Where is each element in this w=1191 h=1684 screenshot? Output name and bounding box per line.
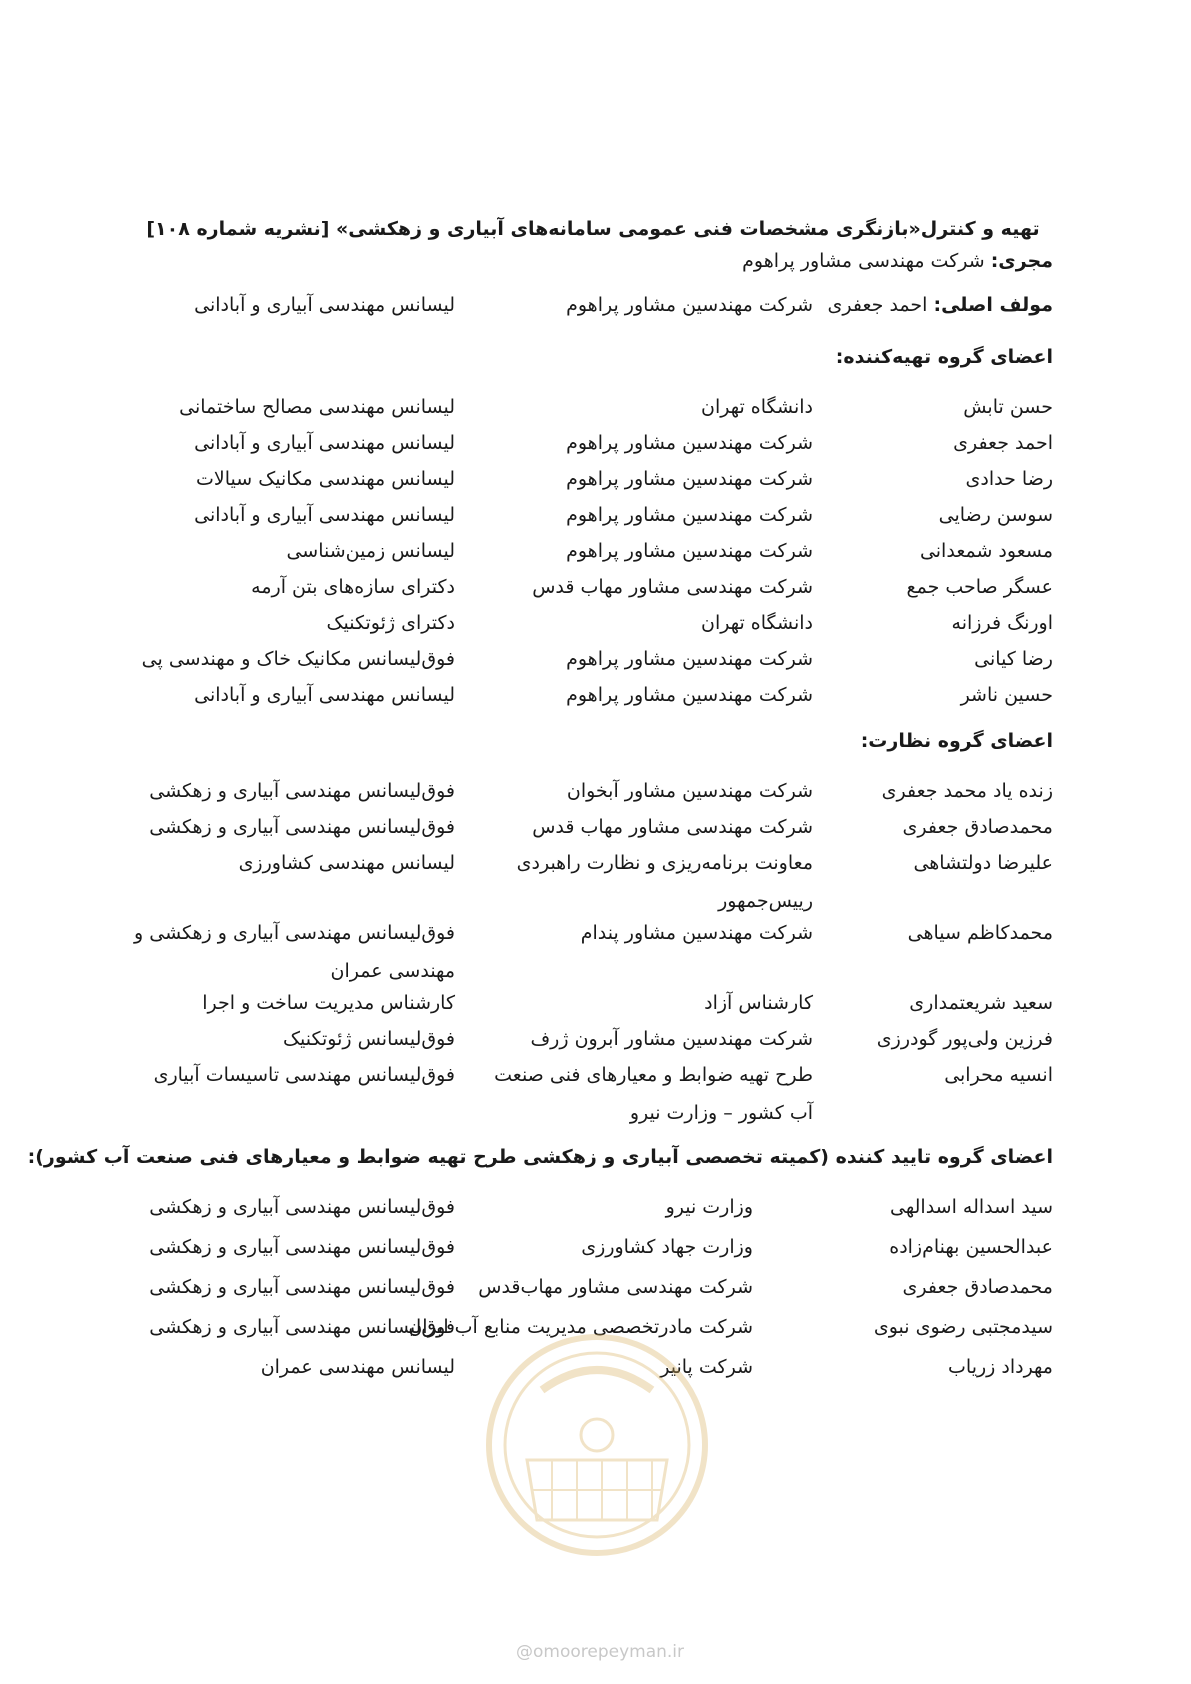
member-name: محمدکاظم سیاهی (907, 922, 1053, 944)
member-name: اورنگ فرزانه (951, 612, 1053, 634)
member-degree: فوق‌لیسانس مهندسی آبیاری و زهکشی (149, 1236, 455, 1258)
seal-stamp-icon (482, 1330, 712, 1560)
member-org: شرکت مهندسین مشاور پراهوم (566, 648, 813, 670)
member-degree: فوق‌لیسانس ژئوتکنیک (283, 1028, 455, 1050)
member-row (0, 496, 1191, 534)
member-name: عبدالحسین بهنام‌زاده (889, 1236, 1053, 1258)
executor-label: مجری: (990, 250, 1053, 272)
member-name: احمد جعفری (953, 432, 1053, 454)
member-name: سوسن رضایی (938, 504, 1053, 526)
member-name: مسعود شمعدانی (919, 540, 1053, 562)
member-name: حسن تابش (963, 396, 1053, 418)
member-org: شرکت مهندسین مشاور پراهوم (566, 540, 813, 562)
member-row (0, 1228, 1191, 1266)
member-name: سعید شریعتمداری (909, 992, 1053, 1014)
member-degree: لیسانس مهندسی مکانیک سیالات (196, 468, 455, 490)
member-org: شرکت مهندسین مشاور آبرون ژرف (530, 1028, 813, 1050)
executor-line (742, 250, 1053, 272)
member-degree: لیسانس مهندسی عمران (260, 1356, 455, 1378)
approval-group-heading: اعضای گروه تایید کننده (کمیته تخصصی آبیاری و زهکشی طرح تهیه ضوابط و معیارهای فنی صنعت آب کشور): (27, 1146, 1053, 1168)
member-name: فرزین ولی‌پور گودرزی (876, 1028, 1053, 1050)
member-degree: فوق‌لیسانس مهندسی آبیاری و زهکشی (149, 780, 455, 802)
member-degree: لیسانس مهندسی مصالح ساختمانی (179, 396, 455, 418)
member-row (0, 604, 1191, 642)
member-name: محمدصادق جعفری (902, 816, 1053, 838)
member-org: دانشگاه تهران (700, 612, 813, 634)
member-row (0, 424, 1191, 462)
member-degree: فوق‌لیسانس مکانیک خاک و مهندسی پی (141, 648, 455, 670)
member-degree: لیسانس مهندسی آبیاری و آبادانی (194, 684, 455, 706)
member-row (0, 532, 1191, 570)
author-degree: لیسانس مهندسی آبیاری و آبادانی (194, 294, 455, 316)
member-org: شرکت مهندسین مشاور پراهوم (566, 684, 813, 706)
member-row (0, 568, 1191, 606)
member-degree: فوق‌لیسانس مهندسی آبیاری و زهکشی (149, 1316, 455, 1338)
member-degree: فوق‌لیسانس مهندسی تاسیسات آبیاری (153, 1064, 455, 1086)
member-degree: فوق‌لیسانس مهندسی آبیاری و زهکشی (149, 1276, 455, 1298)
member-name: عسگر صاحب جمع (906, 576, 1053, 598)
supervision-group-heading: اعضای گروه نظارت: (860, 730, 1053, 752)
member-row (0, 984, 1191, 1022)
member-name: محمدصادق جعفری (902, 1276, 1053, 1298)
member-org: شرکت مهندسین مشاور پندام (580, 922, 813, 944)
member-org: شرکت مهندسی مشاور مهاب قدس (532, 816, 813, 838)
member-name: حسین ناشر (960, 684, 1053, 706)
member-org: شرکت پانیر (660, 1356, 753, 1378)
author-name: احمد جعفری (827, 294, 928, 316)
member-degree: دکترای سازه‌های بتن آرمه (251, 576, 455, 598)
member-row (0, 914, 1191, 988)
member-org: معاونت برنامه‌ریزی و نظارت راهبردی رییس‌جمهور (516, 852, 813, 912)
member-org: شرکت مهندسین مشاور آبخوان (566, 780, 813, 802)
prep-group-heading: اعضای گروه تهیه‌کننده: (835, 346, 1053, 368)
member-degree: فوق‌لیسانس مهندسی آبیاری و زهکشی (149, 816, 455, 838)
member-row (0, 1020, 1191, 1058)
author-name-cell (828, 286, 1053, 324)
author-label: مولف اصلی: (933, 294, 1053, 316)
member-org: شرکت مادرتخصصی مدیریت منابع آب ایران (408, 1316, 753, 1338)
member-degree: دکترای ژئوتکنیک (326, 612, 455, 634)
member-degree: لیسانس مهندسی آبیاری و آبادانی (194, 432, 455, 454)
member-name: مهرداد زریاب (948, 1356, 1053, 1378)
member-degree: لیسانس مهندسی آبیاری و آبادانی (194, 504, 455, 526)
executor-value: شرکت مهندسی مشاور پراهوم (742, 250, 985, 272)
author-row (0, 286, 1191, 324)
member-row (0, 676, 1191, 714)
member-row (0, 1188, 1191, 1226)
member-name: زنده یاد محمد جعفری (881, 780, 1053, 802)
member-org: کارشناس آزاد (704, 992, 813, 1014)
author-org: شرکت مهندسین مشاور پراهوم (566, 294, 813, 316)
member-name: رضا حدادی (965, 468, 1053, 490)
member-row (0, 460, 1191, 498)
member-degree: فوق‌لیسانس مهندسی آبیاری و زهکشی و مهندسی عمران (134, 922, 455, 982)
member-degree: فوق‌لیسانس مهندسی آبیاری و زهکشی (149, 1196, 455, 1218)
member-name: سیدمجتبی رضوی نبوی (873, 1316, 1053, 1338)
member-row (0, 388, 1191, 426)
member-org: شرکت مهندسی مشاور مهاب‌قدس (478, 1276, 753, 1298)
member-name: رضا کیانی (974, 648, 1053, 670)
member-org: شرکت مهندسی مشاور مهاب قدس (532, 576, 813, 598)
watermark-text: @omoorepeyman.ir (515, 1642, 685, 1662)
member-org: طرح تهیه ضوابط و معیارهای فنی صنعت آب کشور – وزارت نیرو (494, 1064, 813, 1124)
document-title: تهیه و کنترل«بازنگری مشخصات فنی عمومی سامانه‌های آبیاری و زهکشی» [نشریه شماره ۱۰۸] (146, 218, 1040, 240)
member-name: سید اسداله اسدالهی (890, 1196, 1053, 1218)
member-name: علیرضا دولتشاهی (913, 852, 1053, 874)
member-degree: لیسانس مهندسی کشاورزی (238, 852, 455, 874)
member-row (0, 1268, 1191, 1306)
member-row (0, 772, 1191, 810)
member-org: شرکت مهندسین مشاور پراهوم (566, 504, 813, 526)
member-degree: کارشناس مدیریت ساخت و اجرا (202, 992, 455, 1014)
member-name: انسیه محرابی (944, 1064, 1053, 1086)
member-row (0, 640, 1191, 678)
member-org: شرکت مهندسین مشاور پراهوم (566, 468, 813, 490)
member-org: وزارت جهاد کشاورزی (581, 1236, 753, 1258)
member-row (0, 808, 1191, 846)
member-org: شرکت مهندسین مشاور پراهوم (566, 432, 813, 454)
member-degree: لیسانس زمین‌شناسی (286, 540, 455, 562)
member-org: دانشگاه تهران (700, 396, 813, 418)
member-org: وزارت نیرو (665, 1196, 753, 1218)
member-row (0, 1056, 1191, 1130)
member-row (0, 844, 1191, 918)
